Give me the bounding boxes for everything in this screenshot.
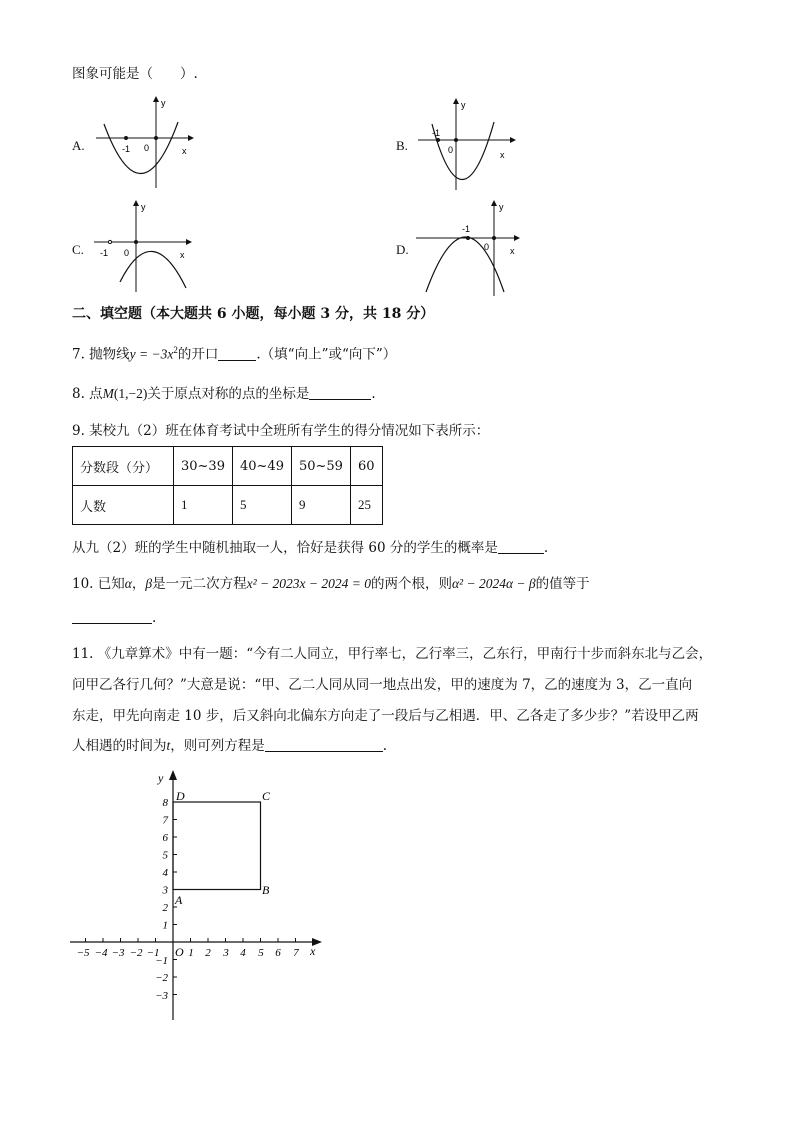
point-minus1 [436,138,440,142]
q11-answer-blank[interactable] [265,737,383,752]
x-tick-label: 3 [223,947,229,959]
y-tick-label: 6 [162,832,168,844]
x-tick-label: −4 [94,947,108,959]
q10-alpha: α [124,576,132,591]
q10-equation: x² − 2023x − 2024 = 0 [246,576,371,591]
q8-point-name: M [102,386,114,401]
q10-answer-line [72,608,156,628]
q7-tail: .（填“向上”或“向下”） [256,346,397,363]
table-cell: 60 [350,447,382,486]
point-minus1 [124,136,128,140]
q11-t: t [166,738,171,753]
table-cell: 1 [174,486,233,525]
table-row [73,486,383,525]
y-tick-label: −2 [155,972,168,984]
q9-question [72,538,548,558]
q7-number: 7. 抛物线 [72,346,130,363]
q9-after: 从九（2）班的学生中随机抽取一人，恰好是获得 60 分的学生的概率是 [72,540,498,556]
parabola-curve [120,251,186,288]
y-tick-label: 4 [162,867,168,879]
parabola-curve [104,122,178,174]
option-a-label[interactable]: A. [72,138,85,153]
q11-line1: 11. 《九章算术》中有一题：“今有二人同立，甲行率七，乙行率三，乙东行，甲南行十步而斜东北与乙会， [72,646,713,662]
label-minus1: -1 [432,128,441,138]
option-b-graph[interactable] [418,96,522,192]
q7-expr: y = −3x [129,346,174,362]
y-axis-arrow [453,98,459,104]
y-tick-label: −1 [155,955,168,967]
q11-line3: 东走，甲先向南走 10 步，后又斜向北偏东方向走了一段后与乙相遇．甲、乙各走了多少步？”若设甲乙两 [72,708,699,724]
option-b-label[interactable]: B. [396,138,408,153]
point-b-label: B [262,883,270,897]
option-d-graph[interactable] [416,198,526,298]
x-tick-label: 7 [293,947,299,959]
y-tick-label: 1 [162,919,168,932]
parabola-curve [432,122,494,180]
option-a-graph[interactable] [96,94,200,190]
q8-coord: (1,−2) [113,386,148,401]
point-minus1 [466,236,470,240]
label-minus1: -1 [122,144,131,154]
option-c-graph[interactable] [94,198,198,294]
q11-line4 [72,736,387,756]
label-origin: 0 [484,242,490,252]
y-axis-label: y [158,771,164,785]
x-tick-label: 6 [275,947,281,959]
parabola-curve [426,237,504,292]
table-cell: 40~49 [232,447,291,486]
q11-line2: 问甲乙各行几何？”大意是说：“甲、乙二人同从同一地点出发，甲的速度为 7，乙的速度为 3，乙一直向 [72,677,693,693]
point-c-label: C [262,789,271,803]
y-axis-arrow [169,770,177,780]
q7-exp: 2 [173,345,178,355]
x-tick-label: 2 [205,947,211,959]
coordinate-graph [60,768,330,1024]
option-d-label[interactable]: D. [396,242,409,257]
x-axis-arrow [510,137,516,143]
x-axis-arrow [514,235,520,241]
q9-end: . [543,540,549,556]
q10-mid: 是一元二次方程 [152,576,247,592]
x-tick-label: −1 [146,947,160,959]
label-y: y [499,202,504,212]
label-origin: 0 [448,145,454,155]
q9-score-table [72,446,383,525]
table-cell: 25 [350,486,382,525]
q11-end: . [382,738,388,754]
option-c-label[interactable]: C. [72,242,84,257]
x-tick-label: 4 [240,947,246,959]
x-tick-label: −2 [129,947,143,959]
q7 [72,340,396,365]
label-y: y [161,98,166,108]
point-origin [134,240,138,244]
q7-mid: 的开口 [177,346,219,363]
x-axis-label: x [310,944,316,958]
y-tick-label: 7 [162,814,168,827]
y-tick-label: 8 [162,797,168,809]
point-minus1 [108,240,111,243]
x-tick-label: −5 [76,947,90,959]
q9-answer-blank[interactable] [498,539,544,554]
x-tick-label: 5 [258,947,264,959]
table-cell: 30~39 [174,447,233,486]
q10 [72,574,590,594]
point-a-label: A [175,893,183,907]
label-x: x [510,246,515,256]
x-tick-label: −3 [111,947,125,959]
origin-label: O [175,945,184,959]
q10-beta: β [145,576,153,591]
y-axis-arrow [133,200,139,206]
q10-tail: 的值等于 [535,576,590,592]
point-d-label: D [176,789,185,803]
x-axis-arrow [188,135,194,141]
q8-prefix: 8. 点 [72,386,103,402]
label-minus1: -1 [100,248,109,258]
q10-prefix: 10. 已知 [72,576,125,592]
point-origin [492,236,496,240]
label-y: y [461,100,466,110]
label-y: y [141,202,146,212]
q10-comma: ， [131,576,146,592]
q10-mid2: 的两个根，则 [370,576,452,592]
q6-tail-text: 图象可能是（ ）. [72,66,198,82]
point-origin [454,138,458,142]
table-cell: 分数段（分） [73,447,174,486]
q8-answer-blank[interactable] [309,385,371,400]
section-2-title: 二、填空题（本大题共 6 小题，每小题 3 分，共 18 分） [72,306,435,322]
y-tick-label: 5 [162,849,168,862]
x-tick-label: 1 [188,947,194,959]
rectangle-abcd [173,802,261,890]
x-axis-arrow [186,239,192,245]
table-cell: 9 [291,486,350,525]
label-origin: 0 [124,248,130,258]
y-tick-label: 3 [162,884,168,897]
point-origin [154,136,158,140]
label-minus1: -1 [462,224,471,234]
q8-tail: 关于原点对称的点的坐标是 [147,386,310,402]
table-cell: 50~59 [291,447,350,486]
table-row [73,447,383,486]
y-tick-label: −3 [155,990,168,1002]
y-axis-arrow [491,200,497,206]
q11-line4a: 人相遇的时间为 [72,738,167,754]
q9-intro: 9. 某校九（2）班在体育考试中全班所有学生的得分情况如下表所示： [72,423,490,439]
q7-answer-blank[interactable] [218,346,256,361]
table-cell: 人数 [73,486,174,525]
label-origin: 0 [144,143,150,153]
label-x: x [182,146,187,156]
q10-expression: α² − 2024α − β [451,576,536,591]
q10-end: . [152,610,157,626]
label-x: x [500,150,505,160]
q11-line4b: ，则可列方程是 [170,738,265,754]
q10-answer-blank[interactable] [72,609,152,624]
table-cell: 5 [232,486,291,525]
label-x: x [180,250,185,260]
q8-end: . [371,386,376,402]
y-axis-arrow [153,96,159,102]
q8 [72,384,376,404]
y-tick-label: 2 [162,902,168,914]
